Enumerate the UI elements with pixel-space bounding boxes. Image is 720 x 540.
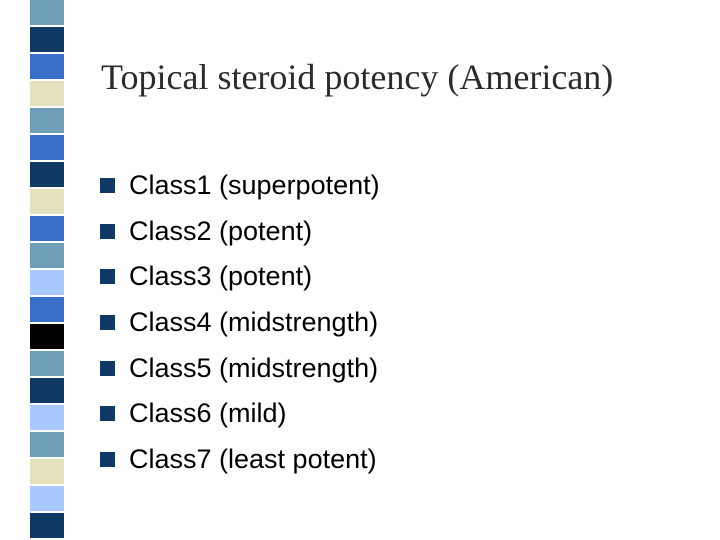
square-bullet-icon <box>100 315 115 330</box>
stripe-segment <box>30 0 64 25</box>
bullet-text: Class2 (potent) <box>129 215 313 246</box>
stripe-segment <box>30 81 64 106</box>
list-item <box>100 300 380 346</box>
stripe-segment <box>30 378 64 403</box>
stripe-segment <box>30 297 64 322</box>
list-item <box>100 163 380 209</box>
bullet-text: Class6 (mild) <box>129 398 287 429</box>
stripe-segment <box>30 324 64 349</box>
square-bullet-icon <box>100 452 115 467</box>
stripe-segment <box>30 243 64 268</box>
bullet-text: Class5 (midstrength) <box>129 352 379 383</box>
square-bullet-icon <box>100 178 115 193</box>
square-bullet-icon <box>100 269 115 284</box>
list-item <box>100 437 380 483</box>
stripe-segment <box>30 162 64 187</box>
stripe-segment <box>30 459 64 484</box>
bullet-text: Class3 (potent) <box>129 261 313 292</box>
stripe-segment <box>30 351 64 376</box>
stripe-segment <box>30 270 64 295</box>
stripe-segment <box>30 405 64 430</box>
stripe-segment <box>30 513 64 538</box>
list-item <box>100 391 380 437</box>
decorative-stripe-bar <box>0 0 64 540</box>
slide-title: Topical steroid potency (American) <box>101 57 614 97</box>
square-bullet-icon <box>100 361 115 376</box>
stripe-segment <box>30 108 64 133</box>
stripe-segment <box>30 27 64 52</box>
stripe-segment <box>30 432 64 457</box>
bullet-list <box>100 163 380 482</box>
stripe-segment <box>30 486 64 511</box>
stripe-segment <box>30 189 64 214</box>
stripe-segment <box>30 216 64 241</box>
square-bullet-icon <box>100 224 115 239</box>
list-item <box>100 209 380 255</box>
square-bullet-icon <box>100 406 115 421</box>
stripe-segment <box>30 135 64 160</box>
bullet-text: Class7 (least potent) <box>129 443 377 474</box>
bullet-text: Class1 (superpotent) <box>129 170 380 201</box>
list-item <box>100 345 380 391</box>
list-item <box>100 254 380 300</box>
stripe-segment <box>30 54 64 79</box>
bullet-text: Class4 (midstrength) <box>129 307 379 338</box>
